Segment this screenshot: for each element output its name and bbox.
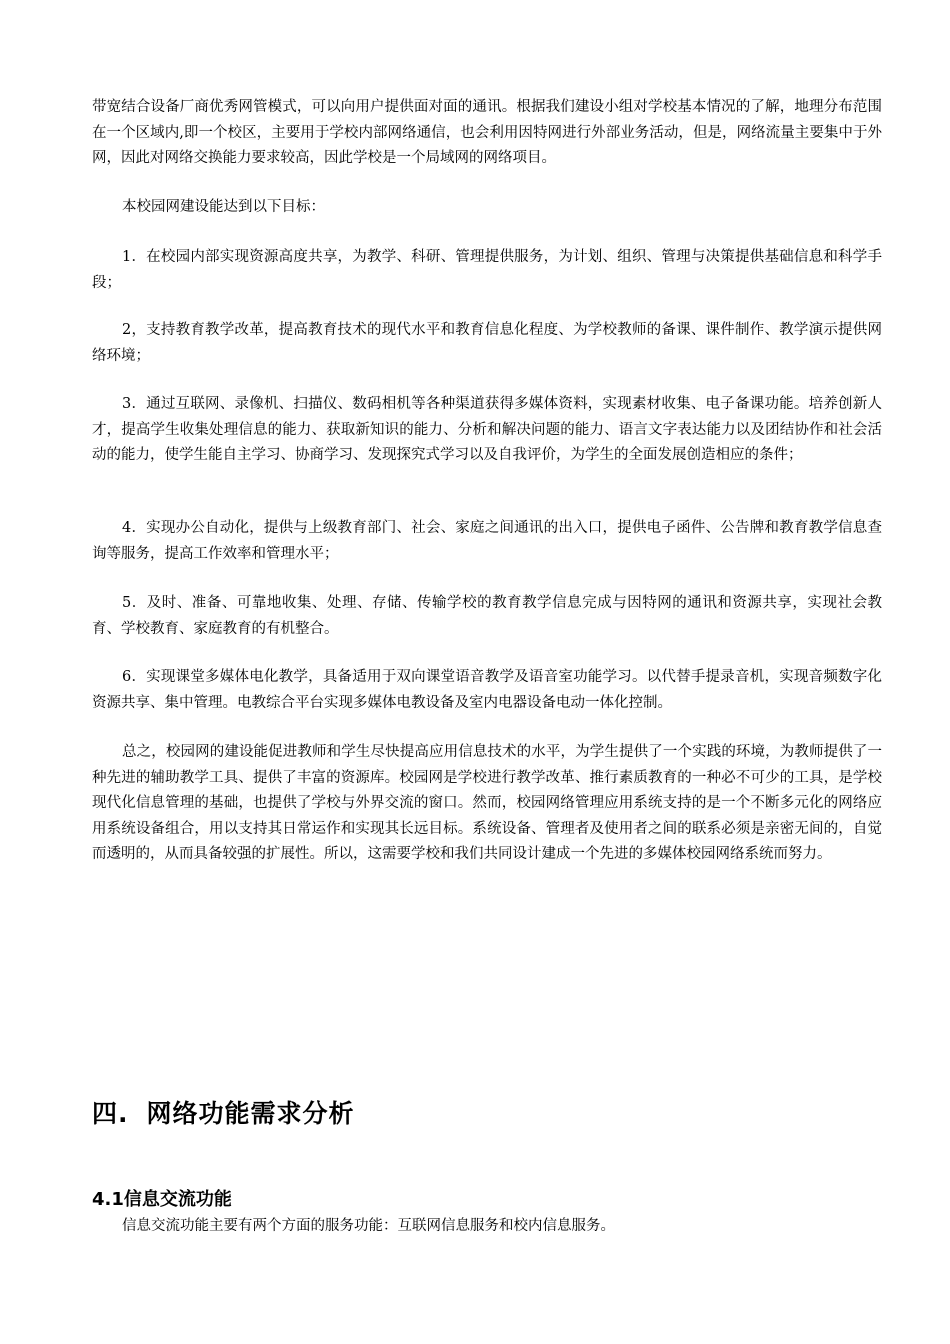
- paragraph-goal-1: 1．在校园内部实现资源高度共享，为教学、科研、管理提供服务，为计划、组织、管理与决策提供基础信息和科学手段；: [92, 249, 882, 291]
- chapter-number: 四.: [92, 1099, 129, 1128]
- paragraph-goal-4: 4．实现办公自动化，提供与上级教育部门、社会、家庭之间通讯的出入口，提供电子函件、公告牌和教育教学信息查询等服务，提高工作效率和管理水平；: [92, 520, 882, 562]
- paragraph-intro: 带宽结合设备厂商优秀网管模式，可以向用户提供面对面的通讯。根据我们建设小组对学校基本情况的了解，地理分布范围在一个区域内,即一个校区，主要用于学校内部网络通信，也会利用因特网进行外部业务活动，但是，网络流量主要集中于外网，因此对网络交换能力要求较高，因此学校是一个局域网的网络项目。: [92, 99, 882, 166]
- paragraph-goal-5: 5．及时、准备、可靠地收集、处理、存储、传输学校的教育教学信息完成与因特网的通讯和资源共享，实现社会教育、学校教育、家庭教育的有机整合。: [92, 595, 882, 637]
- chapter-heading: [92, 1094, 355, 1134]
- paragraph-summary: 总之，校园网的建设能促进教师和学生尽快提高应用信息技术的水平，为学生提供了一个实践的环境，为教师提供了一种先进的辅助教学工具、提供了丰富的资源库。校园网是学校进行教学改革、推行素质教育的一种必不可少的工具，是学校现代化信息管理的基础，也提供了学校与外界交流的窗口。然而，校园网络管理应用系统支持的是一个不断多元化的网络应用系统设备组合，用以支持其日常运作和实现其长远目标。系统设备、管理者及使用者之间的联系必须是亲密无间的，自觉而透明的，从而具备较强的扩展性。所以，这需要学校和我们共同设计建成一个先进的多媒体校园网络系统而努力。: [92, 744, 882, 862]
- paragraph-goal-2: 2，支持教育教学改革，提高教育技术的现代水平和教育信息化程度、为学校教师的备课、课件制作、教学演示提供网络环境；: [92, 322, 882, 364]
- paragraph-goals-heading: 本校园网建设能达到以下目标：: [122, 199, 325, 215]
- paragraph-goal-3: 3．通过互联网、录像机、扫描仪、数码相机等各种渠道获得多媒体资料，实现素材收集、电子备课功能。培养创新人才，提高学生收集处理信息的能力、获取新知识的能力、分析和解决问题的能力、语言文字表达能力以及团结协作和社会活动的能力，使学生能自主学习、协商学习、发现探究式学习以及自我评价，为学生的全面发展创造相应的条件；: [92, 396, 882, 463]
- section-heading: 4.1信息交流功能: [92, 1189, 232, 1210]
- paragraph-goal-6: 6．实现课堂多媒体电化教学，具备适用于双向课堂语音教学及语音室功能学习。以代替手提录音机，实现音频数字化资源共享、集中管理。电教综合平台实现多媒体电教设备及室内电器设备电动一体化控制。: [92, 669, 882, 711]
- section-paragraph: 信息交流功能主要有两个方面的服务功能：互联网信息服务和校内信息服务。: [122, 1218, 615, 1234]
- chapter-title-text: 网络功能需求分析: [146, 1099, 355, 1128]
